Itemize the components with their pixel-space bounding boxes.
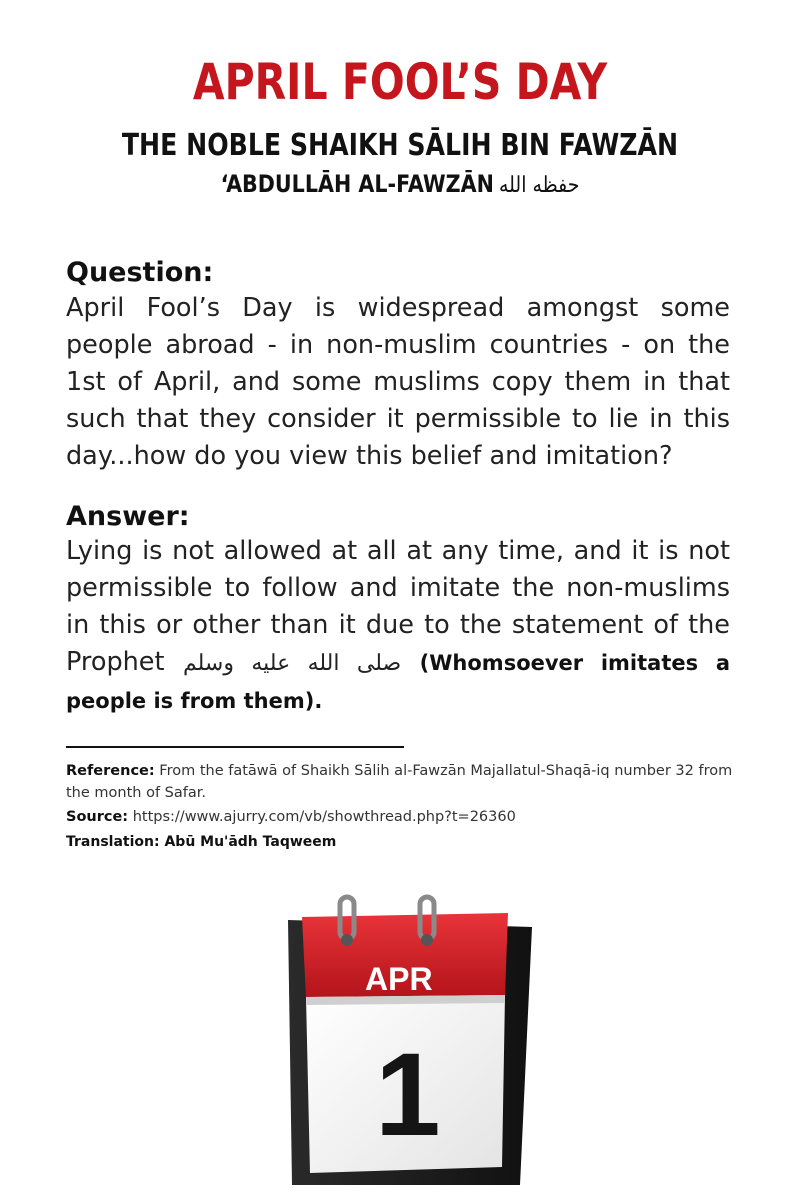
answer-heading: Answer: (66, 501, 190, 532)
scholar-name-line2-text: ‘ABDULLĀH AL-FAWZĀN (220, 170, 494, 198)
calendar-day: 1 (375, 1029, 441, 1161)
footnote-divider (66, 746, 404, 748)
page-title: APRIL FOOL’S DAY (192, 53, 608, 111)
calendar-month: APR (365, 961, 433, 997)
source-label: Source: (66, 809, 129, 825)
translation-credit: Translation: Abū Mu'ādh Taqweem (66, 834, 337, 850)
answer-text (66, 533, 730, 720)
prophet-honorific: صلى الله عليه وسلم (183, 651, 402, 676)
reference-text: From the fatāwā of Shaikh Sālih al-Fawzān Majallatul-Shaqā-iq number 32 from the month of Safar. (66, 763, 733, 801)
question-heading: Question: (66, 257, 214, 288)
source-link[interactable]: https://www.ajurry.com/vb/showthread.php?t=26360 (132, 809, 516, 825)
scholar-name-line1: THE NOBLE SHAIKH SĀLIH BIN FAWZĀN (121, 128, 679, 163)
calendar-illustration (270, 885, 540, 1195)
calendar-icon (270, 885, 540, 1195)
source (66, 806, 736, 828)
hadith-quote: (Whomsoever imitates a people is from them). (66, 651, 730, 713)
reference (66, 760, 736, 804)
question-text: April Fool’s Day is widespread amongst some people abroad - in non-muslim countries - on the 1st of April, and some muslims copy them in that such that they consider it permissible to lie in this day...how do you view this belief and imitation? (66, 293, 730, 471)
honorific-calligraphy: حفظه الله (499, 173, 580, 198)
scholar-name-line2 (56, 168, 744, 202)
answer-body: Lying is not allowed at all at any time, and it is not permissible to follow and imitate the non-muslims in this or other than it due to the statement of the Prophet (66, 536, 730, 677)
reference-label: Reference: (66, 763, 155, 779)
